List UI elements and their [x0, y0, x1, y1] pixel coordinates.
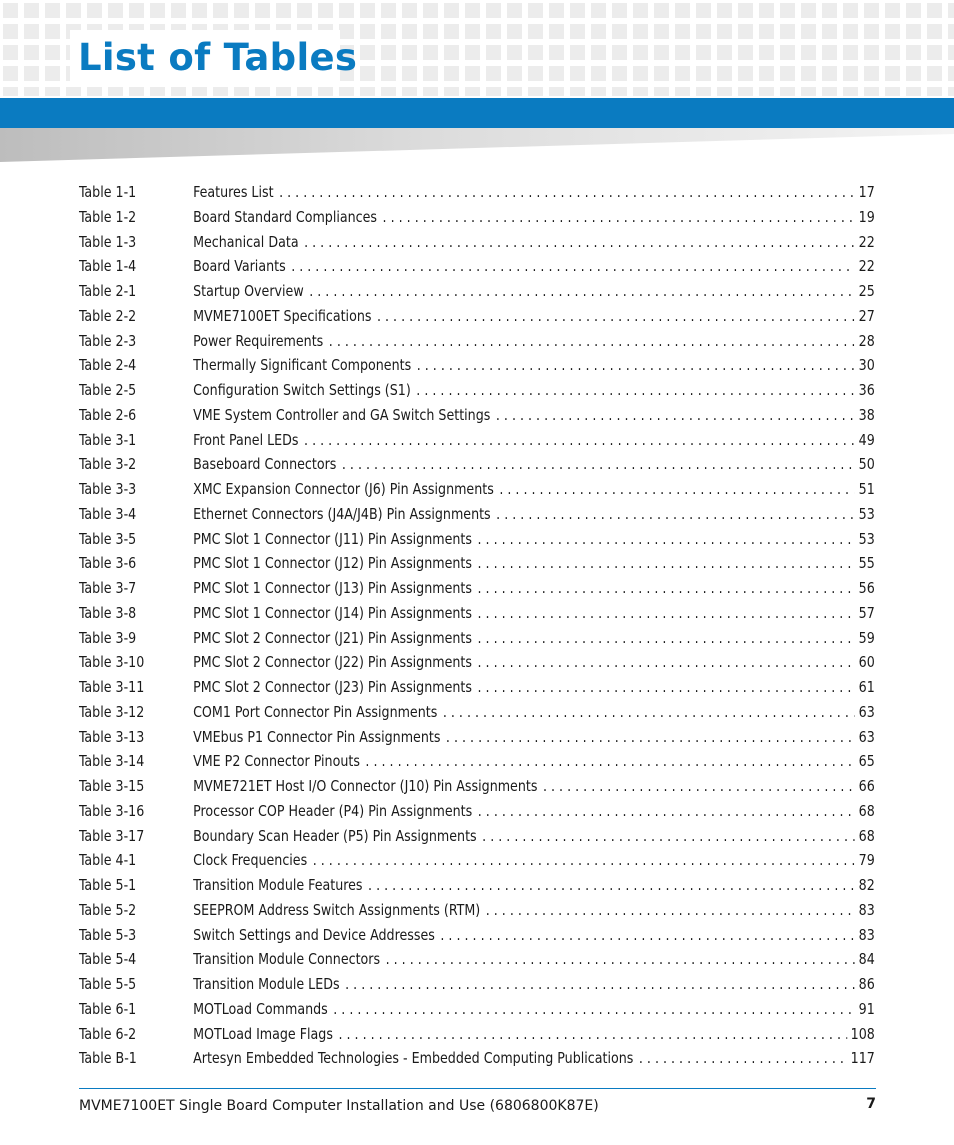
toc-entry-page: 55	[858, 554, 875, 573]
toc-entry[interactable]	[79, 183, 875, 208]
toc-dot-leader	[313, 851, 855, 869]
toc-entry-number: Table 3-11	[79, 678, 145, 696]
toc-entry-number: Table 3-16	[79, 801, 145, 820]
toc-entry-number: Table 3-17	[79, 826, 145, 845]
toc-entry-title: PMC Slot 1 Connector (J11) Pin Assignments	[193, 529, 472, 548]
toc-entry-page: 68	[858, 826, 875, 845]
toc-entry[interactable]	[79, 975, 875, 1000]
toc-entry[interactable]	[79, 1049, 875, 1074]
toc-dot-leader	[440, 926, 855, 944]
toc-entry-number: Table 3-5	[79, 529, 137, 548]
toc-entry-title: Configuration Switch Settings (S1)	[193, 381, 411, 399]
toc-entry[interactable]	[79, 1025, 875, 1050]
toc-entry-page: 91	[858, 999, 875, 1018]
toc-dot-leader	[477, 653, 855, 671]
toc-entry-number: Table 5-4	[79, 950, 137, 969]
header-grey-wedge	[0, 128, 954, 164]
toc-entry-number: Table 3-14	[79, 752, 145, 771]
toc-entry[interactable]	[79, 579, 875, 604]
toc-entry-title: Ethernet Connectors (J4A/J4B) Pin Assignments	[193, 504, 491, 523]
toc-entry-title: PMC Slot 2 Connector (J21) Pin Assignments	[193, 628, 472, 647]
toc-entry-title: Transition Module Features	[193, 876, 363, 894]
toc-entry-number: Table 1-3	[79, 232, 137, 251]
toc-entry-page: 22	[858, 257, 875, 276]
toc-entry-number: Table 2-4	[79, 356, 137, 375]
toc-entry-number: Table 3-9	[79, 628, 137, 647]
list-of-tables	[79, 183, 875, 1074]
toc-entry-title: PMC Slot 2 Connector (J22) Pin Assignments	[193, 653, 472, 672]
toc-entry[interactable]	[79, 554, 875, 579]
header-blue-band	[0, 98, 954, 128]
toc-entry-title: Processor COP Header (P4) Pin Assignments	[193, 801, 473, 820]
toc-entry-page: 57	[858, 603, 875, 622]
toc-entry-number: Table 5-3	[79, 925, 137, 944]
toc-entry-title: XMC Expansion Connector (J6) Pin Assignments	[193, 480, 494, 498]
toc-entry-number: Table 5-2	[79, 900, 137, 919]
toc-entry-number: Table 6-1	[79, 999, 137, 1018]
toc-entry-number: Table 5-5	[79, 975, 137, 993]
toc-dot-leader	[478, 802, 855, 820]
toc-entry-page: 117	[850, 1049, 875, 1068]
toc-dot-leader	[486, 901, 855, 919]
toc-entry-page: 63	[858, 702, 875, 721]
toc-dot-leader	[477, 604, 855, 622]
toc-entry-page: 53	[858, 504, 875, 523]
toc-entry-number: Table 3-15	[79, 777, 145, 795]
toc-entry-number: Table 6-2	[79, 1024, 137, 1043]
toc-entry-page: 108	[850, 1024, 875, 1043]
toc-dot-leader	[499, 480, 855, 498]
toc-dot-leader	[496, 505, 855, 523]
toc-entry-page: 83	[858, 925, 875, 944]
toc-entry-title: PMC Slot 2 Connector (J23) Pin Assignments	[193, 678, 472, 696]
toc-entry[interactable]	[79, 752, 875, 777]
toc-dot-leader	[368, 876, 855, 894]
toc-entry-number: Table 1-2	[79, 207, 137, 226]
toc-entry-number: Table 3-12	[79, 702, 145, 721]
toc-dot-leader	[477, 629, 855, 647]
toc-dot-leader	[386, 950, 855, 968]
toc-entry-title: VME P2 Connector Pinouts	[193, 752, 360, 771]
toc-entry[interactable]	[79, 455, 875, 480]
toc-entry[interactable]	[79, 381, 875, 406]
toc-entry-title: Thermally Significant Components	[193, 356, 412, 375]
toc-entry-page: 65	[858, 752, 875, 771]
toc-entry-number: Table 3-10	[79, 653, 145, 672]
toc-dot-leader	[291, 257, 855, 275]
toc-entry-title: Switch Settings and Device Addresses	[193, 925, 435, 944]
toc-entry-number: Table 1-4	[79, 257, 137, 276]
toc-entry-number: Table 3-7	[79, 579, 137, 597]
toc-entry-page: 68	[858, 801, 875, 820]
toc-entry-title: PMC Slot 1 Connector (J14) Pin Assignments	[193, 603, 472, 622]
toc-entry-title: SEEPROM Address Switch Assignments (RTM)	[193, 900, 481, 919]
toc-dot-leader	[383, 208, 855, 226]
toc-dot-leader	[477, 678, 855, 696]
toc-entry-title: Features List	[193, 183, 274, 201]
toc-entry[interactable]	[79, 901, 875, 926]
toc-entry[interactable]	[79, 208, 875, 233]
toc-entry[interactable]	[79, 505, 875, 530]
toc-entry[interactable]	[79, 406, 875, 431]
toc-entry-page: 27	[858, 306, 875, 325]
toc-entry-title: MOTLoad Commands	[193, 999, 328, 1018]
toc-entry-title: Baseboard Connectors	[193, 455, 337, 474]
toc-entry[interactable]	[79, 827, 875, 852]
toc-entry[interactable]	[79, 307, 875, 332]
toc-entry-page: 19	[858, 207, 875, 226]
toc-entry-title: Mechanical Data	[193, 232, 299, 251]
toc-entry-page: 56	[858, 579, 875, 597]
toc-dot-leader	[543, 777, 855, 795]
toc-entry-title: VMEbus P1 Connector Pin Assignments	[193, 727, 441, 746]
toc-entry-page: 28	[858, 331, 875, 350]
toc-entry-page: 49	[858, 430, 875, 449]
toc-dot-leader	[482, 827, 855, 845]
toc-dot-leader	[377, 307, 855, 325]
toc-entry[interactable]	[79, 777, 875, 802]
toc-entry[interactable]	[79, 653, 875, 678]
toc-entry-title: MOTLoad Image Flags	[193, 1024, 333, 1043]
toc-entry[interactable]	[79, 851, 875, 876]
footer-rule	[79, 1088, 876, 1089]
toc-entry-page: 17	[858, 183, 875, 201]
toc-entry-page: 25	[858, 282, 875, 300]
toc-entry[interactable]	[79, 678, 875, 703]
toc-entry[interactable]	[79, 356, 875, 381]
toc-dot-leader	[477, 554, 855, 572]
toc-entry-number: Table 4-1	[79, 851, 137, 870]
toc-entry-page: 36	[858, 381, 875, 399]
toc-entry-page: 86	[858, 975, 875, 993]
toc-entry-title: Front Panel LEDs	[193, 430, 299, 449]
toc-entry-number: Table 3-13	[79, 727, 145, 746]
toc-dot-leader	[639, 1049, 847, 1067]
toc-dot-leader	[342, 455, 855, 473]
toc-entry-title: COM1 Port Connector Pin Assignments	[193, 702, 438, 721]
toc-entry-page: 84	[858, 950, 875, 969]
toc-entry-number: Table 3-6	[79, 554, 137, 573]
toc-entry-page: 82	[858, 876, 875, 894]
toc-entry-number: Table B-1	[79, 1049, 137, 1068]
toc-entry-number: Table 3-8	[79, 603, 137, 622]
toc-entry-page: 50	[858, 455, 875, 474]
toc-dot-leader	[333, 1000, 855, 1018]
toc-entry[interactable]	[79, 950, 875, 975]
toc-entry-page: 79	[858, 851, 875, 870]
toc-entry-number: Table 2-2	[79, 306, 137, 325]
toc-entry[interactable]	[79, 233, 875, 258]
toc-dot-leader	[446, 728, 855, 746]
toc-entry-title: PMC Slot 1 Connector (J12) Pin Assignments	[193, 554, 472, 573]
toc-entry-title: Artesyn Embedded Technologies - Embedded Computing Publications	[193, 1049, 634, 1068]
toc-entry-number: Table 3-1	[79, 430, 137, 449]
toc-entry[interactable]	[79, 431, 875, 456]
toc-entry[interactable]	[79, 1000, 875, 1025]
toc-entry-title: Board Variants	[193, 257, 286, 276]
toc-entry-number: Table 3-4	[79, 504, 137, 523]
toc-entry-number: Table 5-1	[79, 876, 137, 894]
page-title: List of Tables	[78, 36, 358, 79]
toc-entry-title: Boundary Scan Header (P5) Pin Assignments	[193, 826, 477, 845]
toc-dot-leader	[477, 579, 855, 597]
toc-dot-leader	[345, 975, 855, 993]
toc-entry-title: PMC Slot 1 Connector (J13) Pin Assignments	[193, 579, 472, 597]
toc-entry-title: MVME7100ET Specifications	[193, 306, 372, 325]
toc-entry[interactable]	[79, 629, 875, 654]
toc-entry-page: 22	[858, 232, 875, 251]
toc-entry-title: Power Requirements	[193, 331, 324, 350]
toc-entry[interactable]	[79, 480, 875, 505]
toc-entry-number: Table 2-6	[79, 405, 137, 424]
toc-dot-leader	[477, 530, 855, 548]
toc-entry-title: MVME721ET Host I/O Connector (J10) Pin Assignments	[193, 777, 538, 795]
toc-dot-leader	[416, 381, 855, 399]
toc-entry[interactable]	[79, 530, 875, 555]
toc-entry-title: VME System Controller and GA Switch Settings	[193, 405, 491, 424]
toc-entry[interactable]	[79, 802, 875, 827]
toc-entry[interactable]	[79, 926, 875, 951]
toc-entry-page: 30	[858, 356, 875, 375]
toc-dot-leader	[365, 752, 855, 770]
toc-entry-page: 63	[858, 727, 875, 746]
toc-entry-title: Clock Frequencies	[193, 851, 308, 870]
toc-entry-number: Table 2-5	[79, 381, 137, 399]
toc-dot-leader	[304, 233, 855, 251]
toc-entry-title: Startup Overview	[193, 282, 304, 300]
toc-entry[interactable]	[79, 728, 875, 753]
toc-dot-leader	[329, 332, 855, 350]
toc-entry[interactable]	[79, 703, 875, 728]
toc-entry-number: Table 3-3	[79, 480, 137, 498]
toc-entry-page: 60	[858, 653, 875, 672]
footer-document-title: MVME7100ET Single Board Computer Installation and Use (6806800K87E)	[79, 1098, 599, 1114]
toc-entry-number: Table 2-3	[79, 331, 137, 350]
toc-entry[interactable]	[79, 876, 875, 901]
toc-entry-title: Transition Module LEDs	[193, 975, 340, 993]
toc-entry-number: Table 3-2	[79, 455, 137, 474]
toc-dot-leader	[338, 1025, 846, 1043]
toc-entry-page: 59	[858, 628, 875, 647]
toc-entry[interactable]	[79, 282, 875, 307]
toc-dot-leader	[443, 703, 855, 721]
toc-entry[interactable]	[79, 257, 875, 282]
toc-entry-title: Transition Module Connectors	[193, 950, 381, 969]
toc-entry-page: 83	[858, 900, 875, 919]
toc-entry-page: 61	[858, 678, 875, 696]
toc-entry-page: 51	[858, 480, 875, 498]
toc-dot-leader	[309, 282, 855, 300]
page-number: 7	[866, 1096, 876, 1112]
toc-entry-page: 66	[858, 777, 875, 795]
toc-entry-number: Table 2-1	[79, 282, 137, 300]
toc-dot-leader	[496, 406, 855, 424]
toc-entry-number: Table 1-1	[79, 183, 137, 201]
toc-entry-page: 53	[858, 529, 875, 548]
toc-dot-leader	[279, 183, 855, 201]
toc-entry-title: Board Standard Compliances	[193, 207, 378, 226]
toc-dot-leader	[417, 356, 855, 374]
toc-entry-page: 38	[858, 405, 875, 424]
toc-entry[interactable]	[79, 604, 875, 629]
toc-dot-leader	[304, 431, 855, 449]
toc-entry[interactable]	[79, 332, 875, 357]
